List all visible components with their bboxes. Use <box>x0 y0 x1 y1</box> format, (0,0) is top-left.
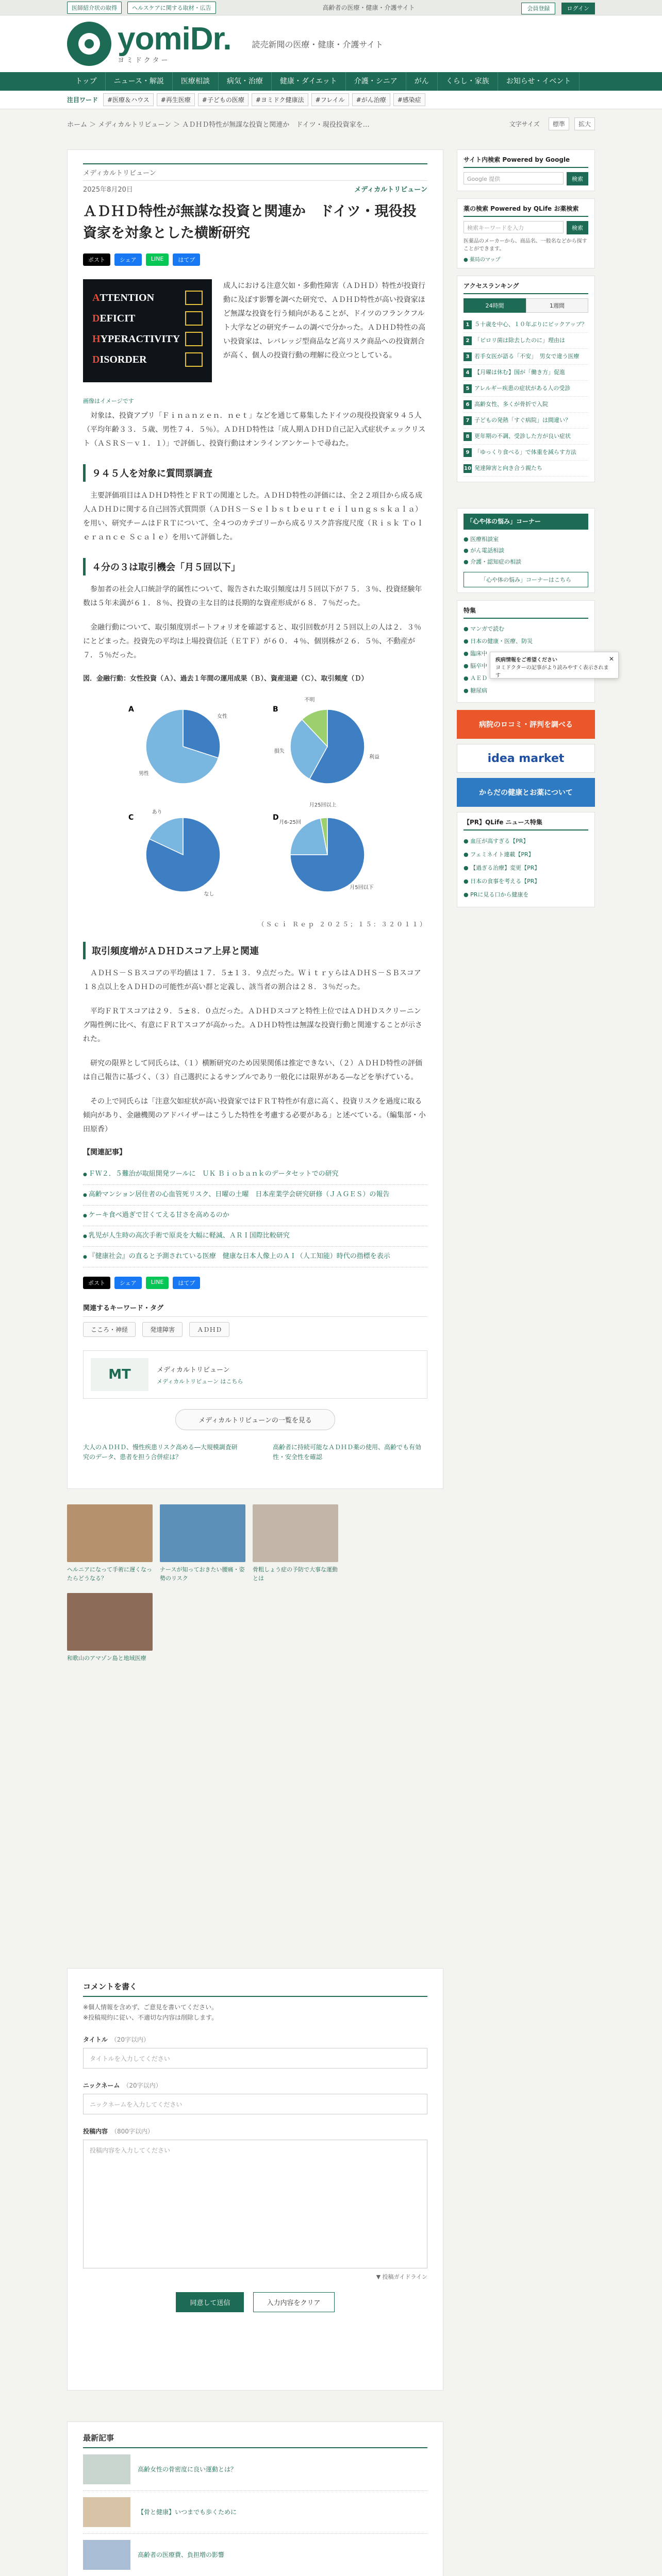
consult-link[interactable]: ● 介護・認知症の相談 <box>464 558 522 565</box>
article-body-2 <box>83 489 427 545</box>
author-box <box>83 1350 427 1399</box>
latest-item[interactable] <box>83 2491 427 2534</box>
author-list-button[interactable]: メディカルトリビューンの一覧を見る <box>175 1409 335 1430</box>
checkbox-icon <box>185 352 203 367</box>
article-category[interactable]: メディカルトリビューン <box>354 186 427 194</box>
drug-search-box <box>457 198 595 268</box>
nav-item-top[interactable]: トップ <box>67 72 106 91</box>
latest-item[interactable] <box>83 2534 427 2576</box>
latest-thumbnail <box>83 2497 130 2527</box>
card-image <box>253 1504 338 1562</box>
keyword-tag[interactable]: #感染症 <box>393 93 425 106</box>
pr-heading: 【PR】QLife ニュース特集 <box>464 818 588 831</box>
related-link[interactable]: ● ＦＷ２．５難治が取組開発ツールに ＵＫ Ｂｉｏｂａｎｋのデータセットでの研究 <box>83 1164 427 1185</box>
article-body-1 <box>83 409 427 451</box>
pharmacy-map-link[interactable]: ● 薬局のマップ <box>464 257 501 263</box>
recommended-card[interactable] <box>67 1504 153 1583</box>
clear-comment-button[interactable]: 入力内容をクリア <box>253 2292 335 2312</box>
popup-body: ヨミドクターの記事がより読みやすく表示されます <box>495 665 609 679</box>
logo-subtext: ヨミドクター <box>118 56 170 64</box>
feature-link[interactable]: ● 糖尿病 <box>464 687 488 694</box>
keyword-tag[interactable]: #がん治療 <box>352 93 390 106</box>
article-image[interactable] <box>83 279 212 404</box>
ranking-item[interactable]: 5 アレルギー疾患の症状がある人の受診 <box>464 381 588 397</box>
image-row: ATTENTION <box>92 292 155 303</box>
pie-category-label: 不明 <box>304 697 315 703</box>
nav-item-disease[interactable]: 病気・治療 <box>219 72 272 91</box>
article-meta <box>83 184 427 194</box>
checkbox-icon <box>185 311 203 326</box>
nav-item-care[interactable]: 介護・シニア <box>346 72 406 91</box>
figure-pie-charts <box>111 690 400 917</box>
comment-note: ※投稿規約に従い、不適切な内容は削除します。 <box>83 2014 218 2021</box>
section-heading: メディカルトリビューン <box>83 163 427 181</box>
recommended-card[interactable] <box>253 1504 338 1583</box>
comment-textarea[interactable]: 投稿内容を入力してください <box>83 2140 427 2268</box>
latest-title: 高齢者の医療費、負担増の影響 <box>138 2551 225 2558</box>
ranking-item[interactable]: 1 ５十歳を中心、１０年ぶりにピックアップ？ <box>464 317 588 333</box>
login-button[interactable]: ログイン <box>561 3 595 14</box>
drug-search-button[interactable]: 検索 <box>567 221 588 234</box>
top-bar <box>0 0 662 15</box>
paragraph: 研究の限界として同氏らは、（１）横断研究のため因果関係は推定できない、（２）ＡＤＨＤ特性の評価は自己報告に基づく、（３）自己選択によるサンプルであり一般化には限界がある―などを挙げている。 <box>83 1059 422 1081</box>
site-header <box>0 15 662 72</box>
title-input[interactable]: タイトルを入力してください <box>83 2048 427 2069</box>
card-title: 骨粗しょう症の予防で大事な運動とは <box>253 1566 338 1582</box>
site-search-button[interactable]: 検索 <box>567 172 588 185</box>
ranking-heading: アクセスランキング <box>464 281 588 294</box>
subheading: ９４５人を対象に質問票調査 <box>83 464 427 482</box>
recommended-card[interactable] <box>67 1593 153 1663</box>
prev-next-nav <box>83 1443 427 1462</box>
keyword-tag[interactable]: #医療＆ハウス <box>103 93 154 106</box>
latest-articles <box>67 2421 443 2576</box>
tab-1week[interactable]: 1週間 <box>526 298 588 313</box>
ranking-list <box>464 317 588 477</box>
font-size-controls <box>503 117 595 130</box>
nav-item-life[interactable]: くらし・家族 <box>438 72 498 91</box>
idea-market-banner[interactable]: idea market <box>457 744 595 773</box>
related-link[interactable]: ● 高齢マンション居住者の心血管死リスク、日曜の土曜 日本産業学会研究研修（ＪＡＧＥＳ）の報告 <box>83 1185 427 1206</box>
keyword-tag[interactable]: #フレイル <box>311 93 349 106</box>
pie-category-label: なし <box>204 891 214 897</box>
ranking-item[interactable]: 3 若手女医が語る「不安」 男女で違う医療 <box>464 349 588 365</box>
site-search-heading: サイト内検索 Powered by Google <box>464 155 588 168</box>
tag-chip[interactable]: ＡＤＨＤ <box>189 1322 229 1337</box>
consult-link[interactable]: ● がん電話相談 <box>464 547 505 554</box>
nav-item-cancer[interactable]: がん <box>406 72 438 91</box>
paragraph: 平均ＦＲＴスコアは２９．５±８．０点だった。ＡＤＨＤスコアと特性上位ではＡＤＨＤスクリーニング陽性例に比べ、有意にＦＲＴスコアが高かった。ＡＤＨＤ特性は無謀な投資行動と関連することが示された。 <box>83 1007 422 1043</box>
nav-item-events[interactable]: お知らせ・イベント <box>498 72 580 91</box>
related-link[interactable]: ● ケーキ食べ過ぎで甘くてえる甘さを高めるのか <box>83 1206 427 1226</box>
register-button[interactable]: 会員登録 <box>521 3 555 14</box>
pie-category-label: 月25回以上 <box>309 802 337 808</box>
figure-source: （Ｓｃｉ Ｒｅｐ ２０２５；１５：３２０１１） <box>258 921 427 928</box>
nav-item-consult[interactable]: 医療相談 <box>173 72 219 91</box>
related-articles <box>83 1147 427 1267</box>
medicine-banner[interactable]: からだの健康とお薬について <box>457 778 595 807</box>
drug-search-note: 医薬品のメーカーから、商品名、一般名などから探すことができます。 <box>464 239 587 252</box>
latest-heading: 最新記事 <box>83 2432 427 2448</box>
article-body-3 <box>83 583 427 663</box>
site-search-input[interactable]: Google 提供 <box>464 172 564 184</box>
share-hatena-button[interactable]: はてブ <box>173 1277 200 1289</box>
nickname-label: ニックネーム （20字以内） <box>83 2082 162 2089</box>
subheading: ４分の３は取引機会「月５回以下」 <box>83 558 427 575</box>
pie-category-label: 男性 <box>138 771 149 777</box>
article-date: 2025年8月20日 <box>83 186 133 194</box>
pr-link[interactable]: ● 血圧が高すぎる【PR】 <box>464 838 529 844</box>
image-row: DISORDER <box>92 354 147 365</box>
author-name <box>157 1364 243 1385</box>
breadcrumb[interactable]: ホーム ＞ メディカルトリビューン ＞ ＡＤＨＤ特性が無謀な投資と関連か ドイツ・現役投資家を… <box>67 121 370 129</box>
keyword-tag[interactable]: #ヨミドク健康法 <box>252 93 308 106</box>
card-title: ヘルニアになって手術に遅くなったらどうなる？ <box>67 1566 152 1582</box>
keyword-bar <box>0 91 662 109</box>
checkbox-icon <box>185 332 203 346</box>
ranking-item[interactable]: 7 子どもの発熱「すぐ病院」は間違い？ <box>464 413 588 429</box>
paragraph: 対象は、投資アプリ「Ｆｉｎａｎｚｅｎ．ｎｅｔ」などを通じて募集したドイツの現役投資家９４５人（平均年齢３３．５歳、男性７４．５％）。ＡＤＨＤ特性は「成人期ＡＤＨＤ自己記入式症状チェックリスト（ＡＳＲＳ－ｖ１．１）」で評価し、投資行動はオンラインアンケートで尋ねた。 <box>83 412 426 448</box>
title-label: タイトル （20字以内） <box>83 2036 150 2043</box>
font-size-large-button[interactable]: 拡大 <box>574 117 595 130</box>
pie-category-label: あり <box>152 809 162 816</box>
drug-search-input[interactable]: 検索キーワードを入力 <box>464 221 564 233</box>
pie-category-label: 利益 <box>369 754 380 760</box>
pr-link[interactable]: ● PRに見る口から健康を <box>464 891 529 898</box>
pie-category-label: 月5回以下 <box>350 885 374 891</box>
pie-label: D <box>273 814 279 822</box>
figure <box>83 673 427 928</box>
paragraph: ＡＤＨＳ－ＳＢスコアの平均値は１７．５±１３．９点だった。ＷｉｔｒｙらはＡＤＨＳ－ＳＢスコア１８点以上をＡＤＨＤの可能性が高い群と定義し、該当者の割合は２８．３％だった。 <box>83 969 421 991</box>
feature-link[interactable]: ● ＡＥＤ <box>464 675 488 682</box>
top-bar-right <box>518 3 595 12</box>
pr-box <box>457 812 595 907</box>
author-link[interactable]: メディカルトリビューン はこちら <box>157 1378 243 1385</box>
article-title: ＡＤＨＤ特性が無謀な投資と関連か ドイツ・現役投資家を対象とした横断研究 <box>83 204 417 241</box>
author-title: メディカルトリビューン <box>157 1366 230 1374</box>
top-pill-2[interactable]: ヘルスケアに関する取材・広告 <box>127 2 216 14</box>
pr-link[interactable]: ● フェミネイト連載【PR】 <box>464 851 534 858</box>
pie-label: C <box>128 814 134 822</box>
prev-article-link[interactable]: 大人のＡＤＨＤ、慢性疾患リスク高める―大規模調査研究のデータ、患者を担う合併症は？ <box>83 1444 238 1461</box>
pr-link[interactable]: ● 【過ぎる治療】変更【PR】 <box>464 865 540 871</box>
card-title: 和歌山のアマゾン島と地域医療 <box>67 1655 146 1662</box>
ranking-item[interactable]: 9 「ゆっくり食べる」で体重を減らす方法 <box>464 445 588 461</box>
logo-text: yomiDr. <box>118 21 231 57</box>
related-heading: 【関連記事】 <box>83 1148 126 1157</box>
paragraph: 金融行動について、取引頻度別ポートフォリオを確認すると、取引回数が月２５回以上の人は２．３％にとどまった。投資先の平均は上場投資信託（ＥＴＦ）が６０．４％、個別株が２６．５％、不動産が７．５％だった。 <box>83 623 422 659</box>
comment-note: ※個人情報を含めず、ご意見を書いてください。 <box>83 2004 218 2011</box>
author-logo: MT <box>91 1358 148 1391</box>
body-label: 投稿内容 （800字以内） <box>83 2128 154 2135</box>
latest-title: 高齢女性の骨密度に良い運動とは？ <box>138 2466 237 2473</box>
share-buttons-bottom <box>83 1277 427 1289</box>
notification-popup <box>490 652 619 679</box>
ranking-item[interactable]: 4 【月曜は休む】国が「働き方」促進 <box>464 365 588 381</box>
popup-title: 疾病情報をご希望ください <box>495 657 557 663</box>
ranking-box <box>457 276 595 482</box>
pie-label: A <box>128 705 134 714</box>
share-buttons <box>83 253 427 266</box>
pie-label: B <box>273 705 278 714</box>
paragraph: 参加者の社会人口統計学的属性について、報告された取引頻度は月５回以下が７５．３％、投資経験年数は５年未満が６１．８％、投資の主な目的は長期的な資産形成が６８．７％だった。 <box>83 585 422 607</box>
latest-thumbnail <box>83 2540 130 2570</box>
nickname-input[interactable]: ニックネームを入力してください <box>83 2094 427 2114</box>
card-image <box>67 1593 153 1651</box>
latest-title: 【骨と健康】いつまでも歩くために <box>138 2509 237 2516</box>
share-x-button[interactable]: ポスト <box>83 253 110 266</box>
ranking-item[interactable]: 10 発達障害と向き合う親たち <box>464 461 588 477</box>
main-nav <box>0 72 662 91</box>
ranking-item[interactable]: 6 高齢女性、多くが骨折で入院 <box>464 397 588 413</box>
card-image <box>160 1504 245 1562</box>
ranking-item[interactable]: 2 「ピロリ菌は除去したのに」理由は <box>464 333 588 349</box>
image-caption: 画像はイメージです <box>83 398 134 404</box>
close-icon[interactable]: ✕ <box>608 655 614 663</box>
checkbox-icon <box>185 291 203 305</box>
paragraph: その上で同氏らは「注意欠如症状が高い投資家ではＦＲＴ特性が有意に高く、投資リスクを過度に取る傾向があり、金融機関のアドバイザーはこうした特性を考慮する必要がある」と述べている。（編集部・小田原香） <box>83 1097 426 1133</box>
top-bar-center: 高齢者の医療・健康・介護サイト <box>322 4 415 11</box>
site-logo[interactable] <box>67 22 231 66</box>
latest-thumbnail <box>83 2454 130 2484</box>
top-bar-left <box>67 2 219 14</box>
paragraph: 主要評価項目はＡＤＨＤ特性とＦＲＴの関連とした。ＡＤＨＤ特性の評価には、全２２項目から成る成人ＡＤＨＤに関する自己回答式質問票（ＡＤＨＳ－Ｓｅｌｂｓｔｂｅｕｒｔｅｉｌｕｎｇｓｓｋａｌａ）を用い、研究チームはＦＲＴについて、全４つのカテゴリーから成るリスク許容度尺度（Ｒｉｓｋ Ｔｏｌｅｒａｎｃｅ Ｓｃａｌｅ）を用いて評価した。 <box>83 492 424 541</box>
image-row: DEFICIT <box>92 313 136 324</box>
keyword-tag[interactable]: #子どもの医療 <box>198 93 249 106</box>
related-link[interactable]: ● 乳児が人生時の高次手術で原炎を大幅に軽減、ＡＲＩ国際比較研究 <box>83 1226 427 1247</box>
keyword-tag[interactable]: #再生医療 <box>157 93 195 106</box>
tag-chip[interactable]: こころ・神経 <box>83 1322 136 1337</box>
recommended-card[interactable] <box>160 1504 245 1583</box>
share-hatena-button[interactable]: はてブ <box>173 253 200 266</box>
consult-box <box>457 508 595 593</box>
share-line-button[interactable]: LINE <box>146 1277 169 1289</box>
feature-link[interactable]: ● 脳卒中 <box>464 663 488 669</box>
share-x-button[interactable]: ポスト <box>83 1277 110 1289</box>
comment-heading: コメントを書く <box>83 1981 427 1997</box>
logo-icon <box>67 22 111 66</box>
keyword-label: 注目ワード <box>67 96 98 104</box>
nav-item-news[interactable]: ニュース・解説 <box>106 72 173 91</box>
top-pill-1[interactable]: 医師紹介状の取得 <box>67 2 122 14</box>
pie-category-label: 損失 <box>274 748 285 754</box>
tag-section <box>83 1302 427 1337</box>
comment-form <box>67 1968 443 2391</box>
article-body-4 <box>83 967 427 1137</box>
pie-category-label: 月6-25回 <box>279 820 301 826</box>
latest-item[interactable] <box>83 2448 427 2491</box>
figure-title: 図．金融行動：女性投資（Ａ）、過去１年間の運用成果（Ｂ）、資産退避（Ｃ）、取引頻度（Ｄ） <box>83 675 368 683</box>
lead-block <box>83 279 427 404</box>
feature-link[interactable]: ● 日本の健康・医療、防災 <box>464 638 533 645</box>
article-lead: 成人における注意欠如・多動性障害（ＡＤＨＤ）特性が投資行動に及ぼす影響を調べた研究で、ＡＤＨＤ特性が高い投資家ほど無謀な投資を行う傾向があることが、ドイツのフランクフルト大学などの研究チームの調べで分かった。ＡＤＨＤ特性の高い投資家は、レバレッジ型商品など高リスク商品への投資割合が高く、個人の投資行動の理解に役立つとしている。 <box>223 282 425 360</box>
pie-category-label: 女性 <box>217 714 228 720</box>
sidebar <box>457 149 595 914</box>
drug-search-heading: 薬の検索 Powered by QLife お薬検索 <box>464 204 588 217</box>
feature-link[interactable]: ● 臨床中 <box>464 650 488 657</box>
recommended-cards <box>67 1504 443 1663</box>
font-size-normal-button[interactable]: 標準 <box>549 117 569 130</box>
subheading: 取引頻度増がＡＤＨＤスコア上昇と関連 <box>83 942 427 959</box>
share-facebook-button[interactable]: シェア <box>114 1277 142 1289</box>
tags-heading: 関連するキーワード・タグ <box>83 1302 427 1317</box>
consult-button[interactable]: 「心や体の悩み」コーナーはこちら <box>464 572 588 587</box>
related-link[interactable]: ● 『健康社会』の直ると予測されている医療 健康な日本人像上のＡＩ（人工知能）時代の指標を表示 <box>83 1247 427 1267</box>
consult-link[interactable]: ● 医療相談室 <box>464 536 499 543</box>
feature-heading: 特集 <box>464 606 588 619</box>
hospital-review-banner[interactable]: 病院のロコミ・評判を調べる <box>457 710 595 739</box>
header-tagline: 読売新聞の医療・健康・介護サイト <box>252 39 384 49</box>
ranking-tabs <box>464 298 588 313</box>
share-facebook-button[interactable]: シェア <box>114 253 142 266</box>
ranking-item[interactable]: 8 更年期の不調、受診した方が良い症状 <box>464 429 588 445</box>
tag-chip[interactable]: 発達障害 <box>142 1322 183 1337</box>
image-row: HYPERACTIVITY <box>92 333 180 345</box>
feature-link[interactable]: ● マンガで読む <box>464 625 505 632</box>
pr-link[interactable]: ● 日本の食事を考える【PR】 <box>464 878 540 885</box>
next-article-link[interactable]: 高齢者に持続可能なＡＤＨＤ薬の使用、高齢でも有効性・安全性を確認 <box>273 1444 422 1461</box>
nav-item-health[interactable]: 健康・ダイエット <box>272 72 346 91</box>
guideline-link[interactable]: ▼ 投稿ガイドライン <box>376 2274 427 2280</box>
tab-24h[interactable]: 24時間 <box>464 298 526 313</box>
article-main <box>67 149 443 1489</box>
card-title: ナースが知っておきたい腰痛・姿勢のリスク <box>160 1566 245 1582</box>
font-size-label: 文字サイズ <box>509 120 540 128</box>
consult-heading: 「心や体の悩み」コーナー <box>464 514 588 530</box>
breadcrumb-row <box>0 109 662 138</box>
submit-comment-button[interactable]: 同意して送信 <box>176 2292 244 2312</box>
share-line-button[interactable]: LINE <box>146 253 169 266</box>
site-search-box <box>457 149 595 191</box>
card-image <box>67 1504 153 1562</box>
